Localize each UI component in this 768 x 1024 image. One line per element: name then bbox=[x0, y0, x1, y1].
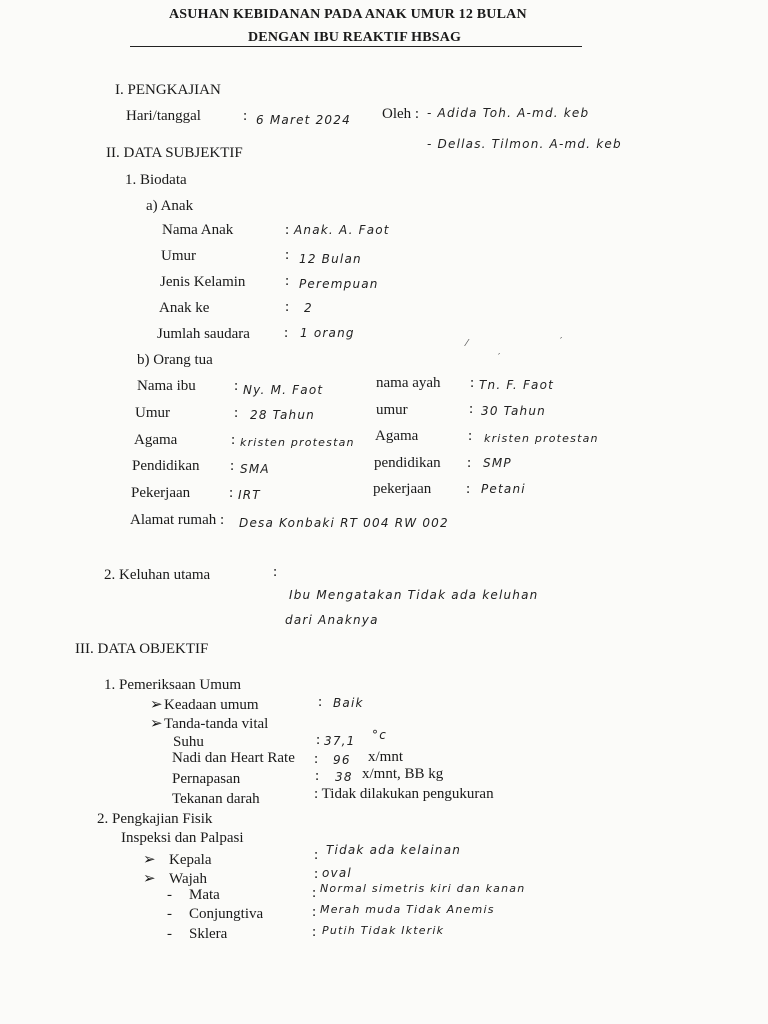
pernapasan-colon: : bbox=[315, 768, 320, 784]
wajah-colon: : bbox=[314, 866, 319, 882]
mata-label: Mata bbox=[189, 887, 220, 903]
ayah-agama-colon: : bbox=[468, 428, 473, 444]
hari-value: 6 Maret 2024 bbox=[256, 113, 351, 127]
ibu-pendidikan-label: Pendidikan bbox=[132, 458, 200, 474]
keluhan-colon: : bbox=[273, 564, 278, 580]
ibu-nama-colon: : bbox=[234, 378, 239, 394]
kepala-label: Kepala bbox=[169, 852, 212, 868]
suhu-label: Suhu bbox=[173, 734, 204, 750]
suhu-value: 37,1 bbox=[324, 734, 356, 748]
ibu-umur-label: Umur bbox=[135, 405, 170, 421]
ibu-umur-colon: : bbox=[234, 405, 239, 421]
anak-heading: a) Anak bbox=[146, 198, 194, 214]
nadi-value: 96 bbox=[333, 753, 351, 767]
ibu-umur-value: 28 Tahun bbox=[250, 408, 315, 422]
pernapasan-value: 38 bbox=[335, 770, 353, 784]
conjungtiva-colon: : bbox=[312, 904, 317, 920]
ayah-pekerjaan-colon: : bbox=[466, 481, 471, 497]
alamat-label: Alamat rumah : bbox=[130, 512, 225, 528]
conjungtiva-label: Conjungtiva bbox=[189, 906, 264, 922]
suhu-unit: °c bbox=[372, 728, 387, 742]
ibu-agama-value: kristen protestan bbox=[240, 436, 355, 449]
keluhan-label: 2. Keluhan utama bbox=[104, 567, 211, 583]
anak-jumlah-saudara-colon: : bbox=[284, 325, 289, 341]
kepala-colon: : bbox=[314, 847, 319, 863]
ibu-pekerjaan-colon: : bbox=[229, 485, 234, 501]
ayah-agama-value: kristen protestan bbox=[484, 432, 599, 445]
ayah-pendidikan-value: SMP bbox=[483, 456, 512, 470]
anak-ke-colon: : bbox=[285, 299, 290, 315]
anak-umur-colon: : bbox=[285, 247, 290, 263]
title-line-1: ASUHAN KEBIDANAN PADA ANAK UMUR 12 BULAN bbox=[169, 7, 527, 22]
pernapasan-label: Pernapasan bbox=[172, 771, 241, 787]
ayah-nama-label: nama ayah bbox=[376, 375, 441, 391]
anak-ke-value: 2 bbox=[304, 301, 313, 315]
pen-mark: ⁄ bbox=[466, 338, 468, 349]
dash-bullet: - bbox=[167, 926, 172, 942]
anak-jenis-kelamin-colon: : bbox=[285, 273, 290, 289]
ttv-label: Tanda-tanda vital bbox=[164, 716, 269, 732]
dash-bullet: - bbox=[167, 906, 172, 922]
anak-nama-colon: : bbox=[285, 222, 290, 238]
oleh-person-2: - Dellas. Tilmon. A-md. keb bbox=[427, 137, 622, 151]
ayah-pekerjaan-value: Petani bbox=[481, 482, 526, 496]
mata-value: Normal simetris kiri dan kanan bbox=[320, 882, 526, 895]
ayah-nama-colon: : bbox=[470, 375, 475, 391]
anak-jenis-kelamin-value: Perempuan bbox=[299, 277, 379, 291]
nadi-colon: : bbox=[314, 751, 319, 767]
hari-colon: : bbox=[243, 108, 248, 124]
anak-ke-label: Anak ke bbox=[159, 300, 210, 316]
anak-umur-value: 12 Bulan bbox=[299, 252, 362, 266]
ibu-nama-value: Ny. M. Faot bbox=[243, 383, 324, 397]
inspeksi-palpasi-heading: Inspeksi dan Palpasi bbox=[121, 830, 244, 846]
hari-label: Hari/tanggal bbox=[126, 108, 201, 124]
keluhan-value-line-1: Ibu Mengatakan Tidak ada keluhan bbox=[289, 588, 539, 602]
keadaan-umum-row bbox=[150, 695, 259, 714]
tekanan-darah-label: Tekanan darah bbox=[172, 791, 260, 807]
keadaan-umum-value: Baik bbox=[333, 696, 364, 710]
sklera-row bbox=[167, 926, 227, 943]
ayah-agama-label: Agama bbox=[375, 428, 419, 444]
ayah-nama-value: Tn. F. Faot bbox=[479, 378, 555, 392]
section-objektif-heading: III. DATA OBJEKTIF bbox=[75, 641, 209, 657]
anak-nama-label: Nama Anak bbox=[162, 222, 234, 238]
pernapasan-unit-bb: x/mnt, BB kg bbox=[362, 766, 444, 782]
oleh-person-1: - Adida Toh. A-md. keb bbox=[427, 106, 590, 120]
ibu-pekerjaan-label: Pekerjaan bbox=[131, 485, 191, 501]
section-pengkajian-heading: I. PENGKAJIAN bbox=[115, 82, 221, 98]
suhu-colon: : bbox=[316, 732, 321, 748]
nadi-label: Nadi dan Heart Rate bbox=[172, 750, 295, 766]
dash-bullet: - bbox=[167, 887, 172, 903]
sklera-value: Putih Tidak Ikterik bbox=[322, 924, 445, 937]
pengkajian-fisik-heading: 2. Pengkajian Fisik bbox=[97, 811, 213, 827]
ayah-umur-label: umur bbox=[376, 402, 408, 418]
anak-jumlah-saudara-label: Jumlah saudara bbox=[157, 326, 250, 342]
kepala-row bbox=[143, 850, 211, 869]
ibu-agama-label: Agama bbox=[134, 432, 178, 448]
wajah-row bbox=[143, 869, 207, 888]
ayah-pekerjaan-label: pekerjaan bbox=[373, 481, 432, 497]
biodata-heading: 1. Biodata bbox=[125, 172, 187, 188]
ttv-row bbox=[150, 714, 268, 733]
ayah-pendidikan-label: pendidikan bbox=[374, 455, 441, 471]
sklera-label: Sklera bbox=[189, 926, 228, 942]
ayah-umur-colon: : bbox=[469, 401, 474, 417]
pen-mark: ′ bbox=[498, 352, 501, 363]
conjungtiva-value: Merah muda Tidak Anemis bbox=[320, 903, 495, 916]
wajah-label: Wajah bbox=[169, 871, 207, 887]
mata-row bbox=[167, 887, 220, 904]
wajah-value: oval bbox=[322, 866, 352, 880]
arrow-bullet-icon: ➢ bbox=[143, 871, 156, 887]
pen-mark: ′ bbox=[560, 336, 563, 347]
conjungtiva-row bbox=[167, 906, 263, 923]
ayah-pendidikan-colon: : bbox=[467, 455, 472, 471]
mata-colon: : bbox=[312, 885, 317, 901]
pemeriksaan-umum-heading: 1. Pemeriksaan Umum bbox=[104, 677, 242, 693]
ibu-pekerjaan-value: IRT bbox=[238, 488, 261, 502]
sklera-colon: : bbox=[312, 924, 317, 940]
arrow-bullet-icon: ➢ bbox=[150, 716, 163, 732]
oleh-label: Oleh : bbox=[382, 106, 420, 122]
alamat-value: Desa Konbaki RT 004 RW 002 bbox=[239, 516, 449, 530]
anak-nama-value: Anak. A. Faot bbox=[294, 223, 390, 237]
ibu-nama-label: Nama ibu bbox=[137, 378, 196, 394]
keluhan-value-line-2: dari Anaknya bbox=[285, 613, 379, 627]
section-subjektif-heading: II. DATA SUBJEKTIF bbox=[106, 145, 243, 161]
keadaan-umum-colon: : bbox=[318, 694, 323, 710]
tekanan-darah-value: : Tidak dilakukan pengukuran bbox=[314, 786, 494, 802]
title-underline bbox=[130, 46, 582, 47]
anak-umur-label: Umur bbox=[161, 248, 196, 264]
ibu-agama-colon: : bbox=[231, 432, 236, 448]
ibu-pendidikan-colon: : bbox=[230, 458, 235, 474]
arrow-bullet-icon: ➢ bbox=[150, 697, 163, 713]
anak-jenis-kelamin-label: Jenis Kelamin bbox=[160, 274, 246, 290]
anak-jumlah-saudara-value: 1 orang bbox=[300, 326, 355, 340]
keadaan-umum-label: Keadaan umum bbox=[164, 697, 259, 713]
kepala-value: Tidak ada kelainan bbox=[326, 843, 462, 857]
orang-tua-heading: b) Orang tua bbox=[137, 352, 213, 368]
title-line-2: DENGAN IBU REAKTIF HBSAG bbox=[248, 30, 462, 45]
arrow-bullet-icon: ➢ bbox=[143, 852, 156, 868]
nadi-unit: x/mnt bbox=[368, 749, 404, 765]
ibu-pendidikan-value: SMA bbox=[240, 462, 270, 476]
ayah-umur-value: 30 Tahun bbox=[481, 404, 546, 418]
